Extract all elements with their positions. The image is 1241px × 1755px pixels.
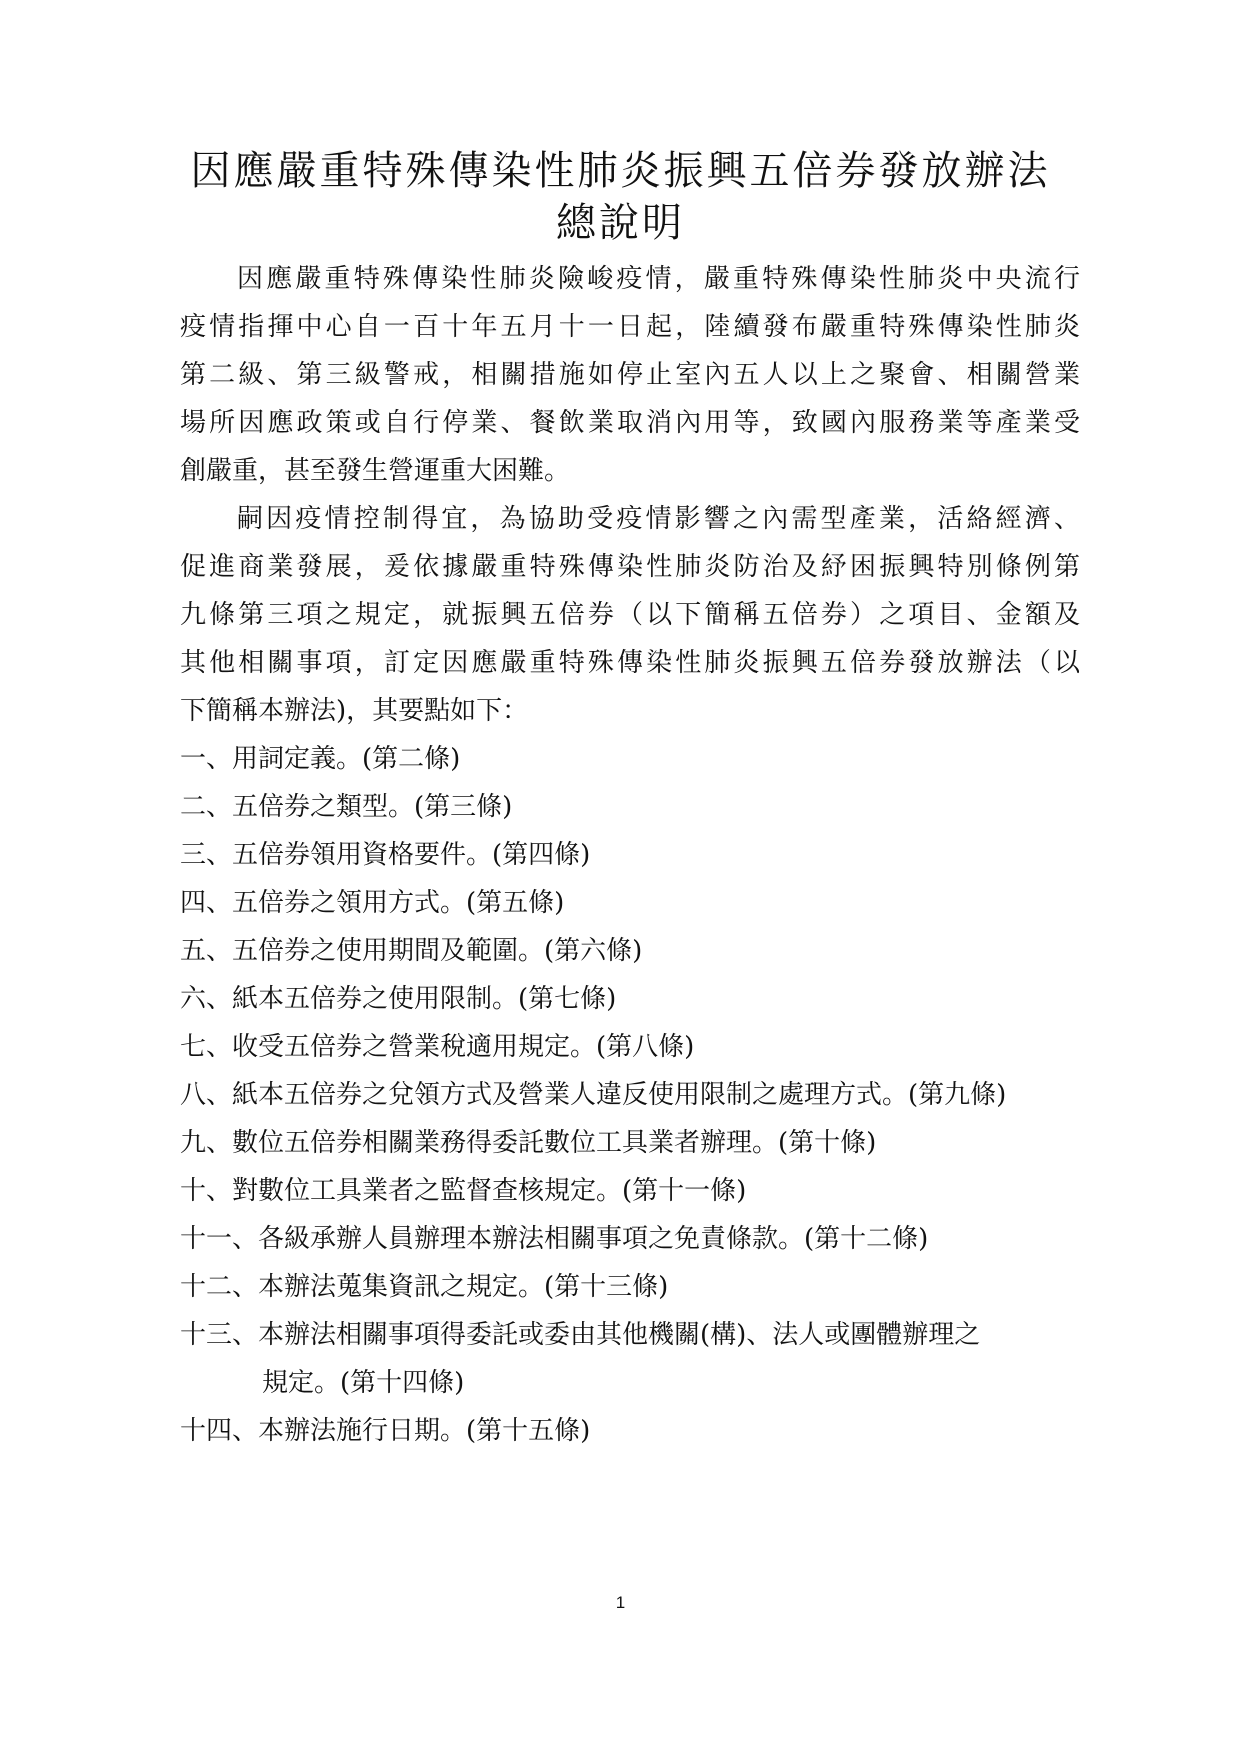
list-item: 五、五倍券之使用期間及範圍。(第六條) bbox=[180, 936, 643, 966]
list-item: 八、紙本五倍券之兌領方式及營業人違反使用限制之處理方式。(第九條) bbox=[180, 1080, 1007, 1110]
paragraph-line: 場所因應政策或自行停業、餐飲業取消內用等，致國內服務業等產業受 bbox=[180, 408, 1080, 438]
paragraph-line: 下簡稱本辦法)，其要點如下： bbox=[180, 696, 529, 726]
paragraph-line: 因應嚴重特殊傳染性肺炎險峻疫情，嚴重特殊傳染性肺炎中央流行 bbox=[237, 264, 1080, 294]
page-number: 1 bbox=[615, 1593, 626, 1612]
paragraph-line: 嗣因疫情控制得宜，為協助受疫情影響之內需型產業，活絡經濟、 bbox=[237, 504, 1080, 534]
list-item: 九、數位五倍券相關業務得委託數位工具業者辦理。(第十條) bbox=[180, 1128, 877, 1158]
list-item: 一、用詞定義。(第二條) bbox=[180, 744, 461, 774]
list-item: 十、對數位工具業者之監督查核規定。(第十一條) bbox=[180, 1176, 747, 1206]
list-item: 十二、本辦法蒐集資訊之規定。(第十三條) bbox=[180, 1272, 669, 1302]
paragraph-line: 疫情指揮中心自一百十年五月十一日起，陸續發布嚴重特殊傳染性肺炎 bbox=[180, 312, 1080, 342]
paragraph-line: 九條第三項之規定，就振興五倍券（以下簡稱五倍券）之項目、金額及 bbox=[180, 600, 1080, 630]
list-item: 七、收受五倍券之營業稅適用規定。(第八條) bbox=[180, 1032, 695, 1062]
list-item: 十四、本辦法施行日期。(第十五條) bbox=[180, 1416, 591, 1446]
list-item: 三、五倍券領用資格要件。(第四條) bbox=[180, 840, 591, 870]
list-item: 十三、本辦法相關事項得委託或委由其他機關(構)、法人或團體辦理之 bbox=[180, 1320, 981, 1350]
document-title: 因應嚴重特殊傳染性肺炎振興五倍券發放辦法 bbox=[190, 148, 1051, 194]
list-item: 十一、各級承辦人員辦理本辦法相關事項之免責條款。(第十二條) bbox=[180, 1224, 929, 1254]
paragraph-line: 創嚴重，甚至發生營運重大困難。 bbox=[180, 456, 571, 486]
paragraph-line: 第二級、第三級警戒，相關措施如停止室內五人以上之聚會、相關營業 bbox=[180, 360, 1080, 390]
list-item: 四、五倍券之領用方式。(第五條) bbox=[180, 888, 565, 918]
paragraph-line: 其他相關事項，訂定因應嚴重特殊傳染性肺炎振興五倍券發放辦法（以 bbox=[180, 648, 1080, 678]
list-item: 二、五倍券之類型。(第三條) bbox=[180, 792, 513, 822]
document-subtitle: 總說明 bbox=[556, 200, 685, 246]
list-item: 六、紙本五倍券之使用限制。(第七條) bbox=[180, 984, 617, 1014]
list-item-continuation: 規定。(第十四條) bbox=[262, 1368, 465, 1398]
paragraph-line: 促進商業發展，爰依據嚴重特殊傳染性肺炎防治及紓困振興特別條例第 bbox=[180, 552, 1080, 582]
